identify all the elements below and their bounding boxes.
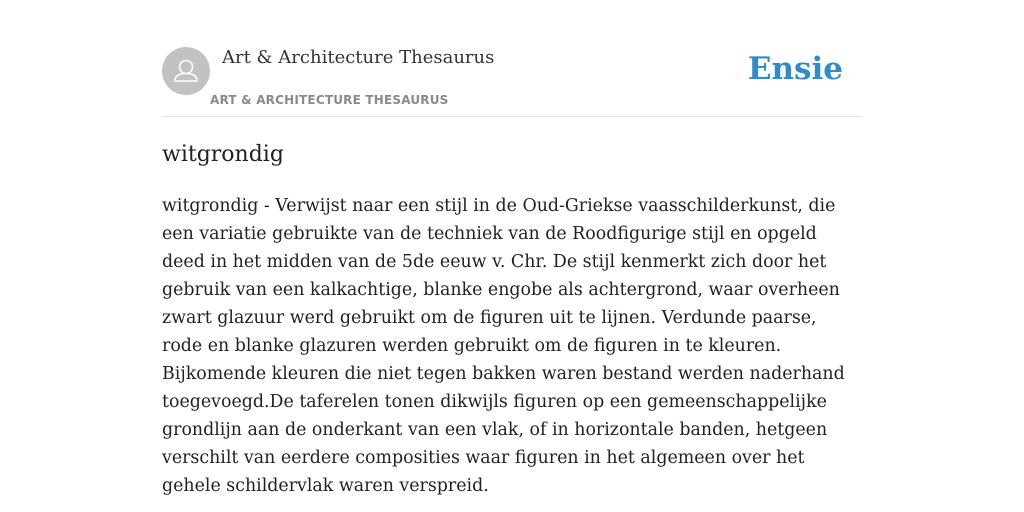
- definition-text: witgrondig - Verwijst naar een stijl in de Oud-Griekse vaasschilderkunst, die een variatie gebruikte van de techniek van de Roodfigurige stijl en opgeld deed in het midden van de 5de eeuw v. Chr. De stijl kenmerkt zich door het gebruik van een kalkachtige, blanke engobe als achtergrond, waar overheen zwart glazuur werd gebruikt om de figuren uit te lijnen. Verdunde paarse, rode en blanke glazuren werden gebruikt om de figuren in te kleuren. Bijkomende kleuren die niet tegen bakken waren bestand werden naderhand toegevoegd.De taferelen tonen dikwijls figuren op een gemeenschappelijke grondlijn aan de onderkant van een vlak, of in horizontale banden, hetgeen verschilt van eerdere composities waar figuren in het algemeen over het gehele schildervlak waren verspreid.: [162, 196, 845, 496]
- author-category: ART & ARCHITECTURE THESAURUS: [210, 93, 449, 107]
- user-icon: [162, 47, 210, 95]
- ensie-logo[interactable]: Ensie: [747, 51, 843, 87]
- author-name-link[interactable]: Art & Architecture Thesaurus: [222, 47, 495, 68]
- header: [162, 0, 862, 117]
- author-avatar[interactable]: [162, 47, 210, 95]
- page-title: witgrondig: [162, 142, 284, 167]
- page-container: [162, 0, 862, 496]
